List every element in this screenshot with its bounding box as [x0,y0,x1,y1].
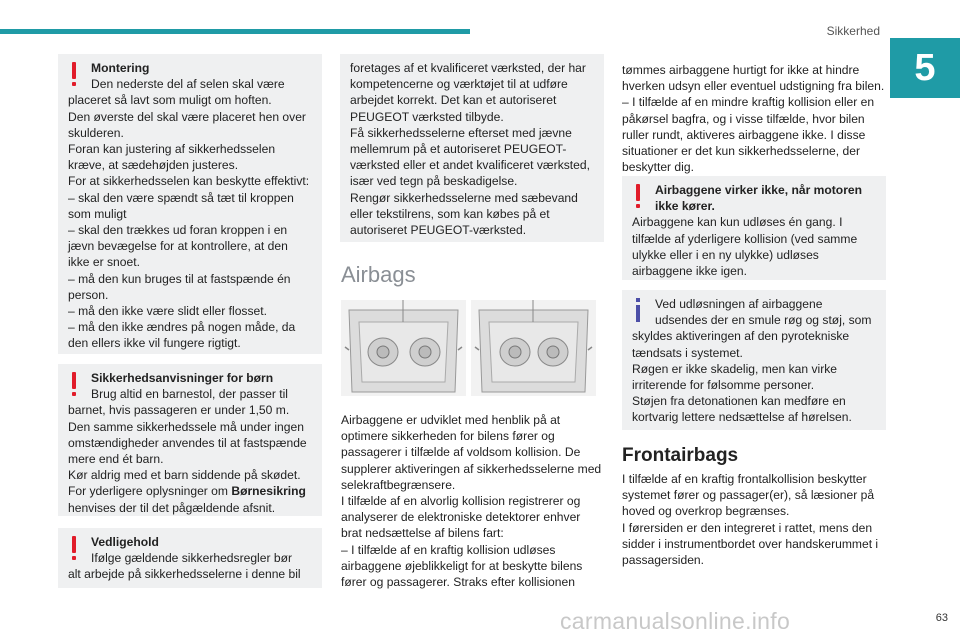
heading-airbags: Airbags [341,262,416,287]
section-title: Sikkerhed [826,24,880,38]
warning-text: Den øverste del skal være placeret hen over skulderen. [68,109,306,140]
warning-text: – skal den trækkes ud foran kroppen i en jævn bevægelse for at kontrollere, at den ikke er snoet. [68,223,288,270]
airbag-illustration-angle [471,300,596,396]
airbags-body-text [341,412,604,590]
warning-text: For at sikkerhedsselen kan beskytte effektivt: [68,174,310,189]
warning-title: Montering [91,61,150,75]
header-accent-bar [0,29,470,34]
warning-exclamation-icon [67,536,81,560]
info-text: Ved udløsningen af airbaggene udsendes der en smule røg og støj, som [655,297,872,328]
heading-frontairbags: Frontairbags [622,445,739,466]
box-text: foretages af et kvalificeret værksted, der har kompetencerne og værktøjet til at udføre arbejdet korrekt. Det kan et autoriseret PEUGEOT værksted tilbyde. [350,61,586,124]
box-text: Få sikkerhedsselerne efterset med jævne mellemrum på et autoriseret PEUGEOT-værksted eller et andet kvalificeret værksted, især ved tegn på beskadigelse. [350,125,590,189]
warning-text: – må den ikke være slidt eller flosset. [68,304,267,319]
airbag-info-box [622,290,886,430]
paragraph: tømmes airbaggene hurtigt for ikke at hindre hverken udsyn eller eventuel udstigning fra bilen. [622,63,885,94]
paragraph: I tilfælde af en alvorlig kollision registrerer og analyserer de elektroniske detektorer enhver brat nedsættelse af bilens fart: [341,494,581,541]
chapter-number-badge: 5 [890,38,960,98]
warning-text: Kør aldrig med et barn siddende på skødet. [68,468,301,483]
warning-text: Den samme sikkerhedssele må under ingen omstændigheder anvendes til at fastspænde mere end ét barn. [68,419,307,467]
maintenance-warning-box [58,528,322,588]
cross-reference-link: Børnesikring [231,484,306,499]
warning-text: placeret så lavt som muligt om hoften. [68,93,272,108]
paragraph: – I tilfælde af en mindre kraftig kollision eller en påkørsel bagfra, og i visse tilfælde, hvor bilen ruller rundt, aktiveres airbaggene ikke. I disse situationer er det kun sikkerhedsselerne, der beskytter dig. [622,95,875,175]
info-text: Røgen er ikke skadelig, men kan virke irriterende for følsomme personer. [632,361,838,393]
paragraph: – I tilfælde af en kraftig kollision udløses airbaggene øjeblikkeligt for at beskytte bilens fører og passagerer. Straks efter kollisionen [341,542,583,590]
info-icon [631,298,645,322]
box-text: Rengør sikkerhedsselerne med sæbevand eller tekstilrens, som kan købes på et autoriseret PEUGEOT-værksted. [350,190,578,238]
warning-text: – må den kun bruges til at fastspænde én person. [68,271,291,302]
cross-reference: For yderligere oplysninger om Børnesikring henvises der til det pågældende afsnit. [68,484,306,515]
airbag-illustration-front [341,300,466,396]
warning-text: Foran kan justering af sikkerhedsselen kræve, at sædehøjden justeres. [68,142,276,173]
warning-title: Sikkerhedsanvisninger for børn [91,371,274,385]
child-safety-warning-box [58,364,322,516]
paragraph: I tilfælde af en kraftig frontalkollision beskytter systemet fører og passager(er), så læsioner på hoved og overkrop begrænses. [622,472,875,519]
warning-text: – skal den være spændt så tæt til kroppen som muligt [68,190,294,221]
warning-text: barnet, hvis passageren er under 1,50 m. [68,403,290,418]
paragraph: Airbaggene er udviklet med henblik på at optimere sikkerheden for bilens fører og passagerer i tilfælde af voldsom kollision. De supplerer aktiveringen af sikkerhedsselerne med selekraftbegrænsere. [341,413,602,492]
frontairbags-body-text [622,471,886,568]
montering-warning-box [58,54,322,354]
watermark: carmanualsonline.info [560,608,791,634]
warning-text: Den nederste del af selen skal være [91,77,285,92]
info-text: skyldes aktiveringen af den pyrotekniske tændsats i systemet. [632,329,850,360]
paragraph: I førersiden er den integreret i rattet, mens den sidder i instrumentbordet over handskerummet i passagersiden. [622,520,879,568]
airbags-continued-text [622,62,886,175]
maintenance-continued-box [340,54,604,242]
warning-text: Airbaggene kan kun udløses én gang. I tilfælde af yderligere kollision (ved samme ulykke eller i en ny ulykke) udløses airbaggene ikke igen. [632,215,858,279]
airbag-warning-box [622,176,886,280]
warning-text: – må den ikke ændres på nogen måde, da den ellers ikke vil fungere rigtigt. [68,320,296,351]
warning-exclamation-icon [67,372,81,396]
page-number: 63 [935,612,948,624]
warning-text: alt arbejde på sikkerhedsselerne i denne bil [68,567,301,582]
warning-exclamation-icon [67,62,81,86]
warning-text: Ifølge gældende sikkerhedsregler bør [91,551,292,566]
warning-text: Brug altid en barnestol, der passer til [91,387,288,402]
warning-exclamation-icon [631,184,645,208]
info-text: Støjen fra detonationen kan medføre en kortvarig lettere nedsættelse af hørelsen. [632,394,852,425]
warning-title: Vedligehold [91,535,159,549]
warning-title: Airbaggene virker ikke, når motoren ikke kører. [655,183,863,214]
